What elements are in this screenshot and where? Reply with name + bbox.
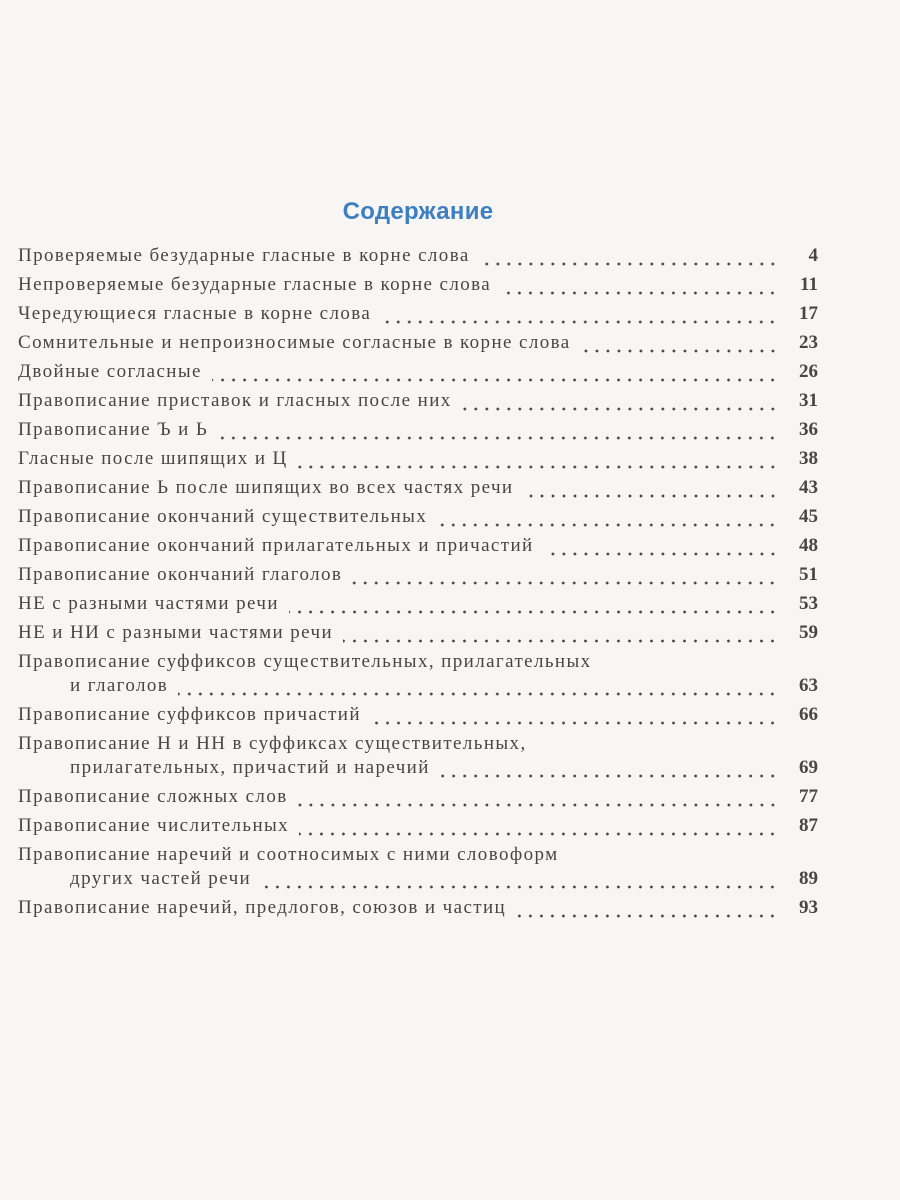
toc-entry [18,503,818,532]
toc-entry-page-number: 31 [799,390,818,411]
table-of-contents [18,242,818,923]
dot-leader [581,331,778,355]
toc-entry [18,445,818,474]
toc-entry-title-line: прилагательных, причастий и наречий [70,757,430,778]
toc-entry-page-number: 26 [799,361,818,382]
dot-leader [462,389,778,413]
dot-leader [298,447,778,471]
dot-leader [289,592,778,616]
dot-leader [299,814,778,838]
toc-entry [18,730,818,783]
toc-entry [18,841,818,894]
toc-entry-title-line: других частей речи [70,868,252,889]
toc-entry [18,812,818,841]
toc-entry-title: Правописание окончаний существительных [18,506,428,527]
toc-entry [18,561,818,590]
toc-entry-page-number: 48 [799,535,818,556]
toc-entry [18,271,818,300]
toc-entry [18,358,818,387]
toc-entry-title: Чередующиеся гласные в корне слова [18,303,372,324]
toc-entry-page-number: 11 [800,274,818,295]
toc-entry [18,701,818,730]
toc-entry-title: Правописание окончаний глаголов [18,564,343,585]
toc-entry-title-line: Правописание Н и НН в суффиксах существительных, [18,733,527,754]
toc-entry-title: Гласные после шипящих и Ц [18,448,288,469]
toc-entry-page-number: 59 [799,622,818,643]
dot-leader [544,534,778,558]
toc-entry [18,532,818,561]
toc-entry-title: Правописание Ъ и Ь [18,419,209,440]
dot-leader [343,621,778,645]
toc-entry-title: Двойные согласные [18,361,202,382]
toc-entry-page-number: 63 [799,675,818,696]
toc-entry-page-number: 53 [799,593,818,614]
toc-entry [18,329,818,358]
dot-leader [501,273,778,297]
toc-entry-page-number: 77 [799,786,818,807]
toc-entry-title-line: Правописание суффиксов существительных, прилагательных [18,651,592,672]
toc-entry-page-number: 17 [799,303,818,324]
dot-leader [480,244,778,268]
toc-entry-page-number: 87 [799,815,818,836]
toc-entry [18,648,818,701]
dot-leader [440,756,778,780]
toc-entry [18,894,818,923]
dot-leader [381,302,778,326]
dot-leader [212,360,778,384]
toc-entry-page-number: 36 [799,419,818,440]
toc-entry-title: Правописание Ь после шипящих во всех частях речи [18,477,514,498]
dot-leader [178,674,778,698]
toc-entry-page-number: 45 [799,506,818,527]
toc-entry-title: Правописание наречий, предлогов, союзов и частиц [18,897,507,918]
toc-entry [18,474,818,503]
toc-entry [18,783,818,812]
page-title: Содержание [342,198,494,225]
dot-leader [437,505,778,529]
toc-entry-title: Проверяемые безударные гласные в корне слова [18,245,470,266]
toc-entry [18,416,818,445]
dot-leader [352,563,778,587]
dot-leader [516,896,778,920]
dot-leader [218,418,778,442]
toc-entry-title: Правописание сложных слов [18,786,288,807]
toc-entry [18,619,818,648]
toc-entry-title: Правописание окончаний прилагательных и причастий [18,535,534,556]
toc-entry-page-number: 89 [799,868,818,889]
dot-leader [524,476,779,500]
toc-entry-title: Сомнительные и непроизносимые согласные в корне слова [18,332,571,353]
toc-entry-title: Правописание числительных [18,815,290,836]
toc-entry [18,242,818,271]
toc-entry-page-number: 23 [799,332,818,353]
toc-entry-page-number: 4 [808,245,818,266]
toc-entry [18,300,818,329]
toc-entry-title-line: и глаголов [70,675,169,696]
toc-entry [18,387,818,416]
dot-leader [371,703,778,727]
dot-leader [261,867,778,891]
toc-entry-page-number: 51 [799,564,818,585]
toc-entry [18,590,818,619]
dot-leader [298,785,778,809]
toc-entry-page-number: 38 [799,448,818,469]
toc-entry-page-number: 69 [799,757,818,778]
toc-entry-title: Непроверяемые безударные гласные в корне слова [18,274,492,295]
toc-entry-page-number: 93 [799,897,818,918]
toc-entry-title: Правописание суффиксов причастий [18,704,361,725]
toc-entry-title: НЕ с разными частями речи [18,593,279,614]
toc-entry-page-number: 66 [799,704,818,725]
toc-entry-page-number: 43 [799,477,818,498]
toc-entry-title-line: Правописание наречий и соотносимых с ними словоформ [18,844,559,865]
toc-entry-title: НЕ и НИ с разными частями речи [18,622,334,643]
toc-entry-title: Правописание приставок и гласных после них [18,390,452,411]
